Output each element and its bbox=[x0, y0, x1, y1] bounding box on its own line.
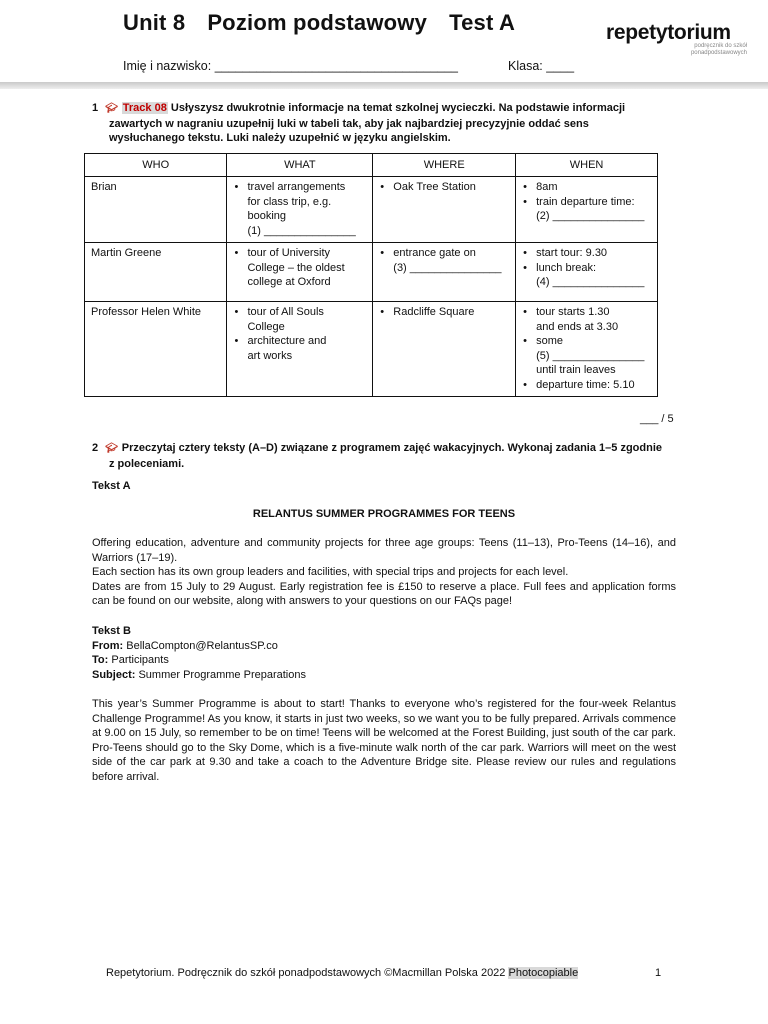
table-row bbox=[85, 302, 658, 397]
task-1-number: 1 bbox=[92, 102, 99, 114]
class-field: Klasa: ____ bbox=[508, 59, 575, 73]
col-who: WHO bbox=[85, 154, 227, 177]
gap-4[interactable]: (4) _______________ bbox=[536, 276, 645, 289]
task-1-line-1: Usłyszysz dwukrotnie informacje na temat szkolnej wycieczki. Na podstawie informacji bbox=[170, 102, 626, 114]
list-item: college at Oxford bbox=[247, 276, 331, 289]
cell-where bbox=[373, 177, 516, 243]
gap-1[interactable]: (1) _______________ bbox=[247, 224, 356, 237]
text-a-label: Tekst A bbox=[92, 480, 131, 492]
cell-where bbox=[373, 302, 516, 397]
track-number: 08 bbox=[154, 102, 167, 114]
task-1-score: ___ / 5 bbox=[640, 413, 674, 425]
to-value: Participants bbox=[111, 654, 169, 667]
list-item: College – the oldest bbox=[247, 261, 345, 274]
brand-logo: repetytorium bbox=[606, 21, 731, 44]
text-a-paragraph-2: Each section has its own group leaders and facilities, with special trips and projects for each level. bbox=[92, 566, 569, 579]
name-field: Imię i nazwisko: ___________________________________ bbox=[123, 59, 459, 73]
list-item: • entrance gate on bbox=[379, 246, 509, 261]
track-word: Track bbox=[122, 102, 152, 114]
from-value: BellaCompton@RelantusSP.co bbox=[126, 639, 278, 652]
list-item: • departure time: 5.10 bbox=[522, 378, 651, 393]
table-row bbox=[85, 243, 658, 302]
list-item: • start tour: 9.30 bbox=[522, 246, 651, 261]
cell-when bbox=[516, 177, 658, 243]
listening-table bbox=[84, 153, 658, 397]
task-1-line-3: wysłuchanego tekstu. Luki należy uzupełnić w języku angielskim. bbox=[109, 132, 451, 144]
list-item: • lunch break: bbox=[522, 261, 651, 276]
text-b-label: Tekst B bbox=[92, 625, 131, 637]
text-a-body bbox=[92, 536, 676, 609]
col-where: WHERE bbox=[373, 154, 516, 177]
list-item: until train leaves bbox=[536, 364, 616, 377]
cell-what bbox=[227, 243, 373, 302]
brand-sub-line-2: ponadpodstawowych bbox=[690, 50, 747, 56]
email-to bbox=[92, 653, 676, 668]
list-item: • 8am bbox=[522, 180, 651, 195]
brand-sub-line-1: podręcznik do szkół bbox=[694, 43, 747, 49]
photocopiable-badge: Photocopiable bbox=[508, 967, 579, 979]
col-when: WHEN bbox=[516, 154, 658, 177]
cell-where bbox=[373, 243, 516, 302]
to-label: To: bbox=[92, 654, 109, 667]
list-item: • Oak Tree Station bbox=[379, 180, 509, 195]
page-title bbox=[123, 10, 537, 36]
list-item: College bbox=[247, 320, 285, 333]
cell-who: Martin Greene bbox=[85, 243, 227, 302]
email-from bbox=[92, 639, 676, 654]
gap-2[interactable]: (2) _______________ bbox=[536, 210, 645, 223]
table-row bbox=[85, 177, 658, 243]
list-item: art works bbox=[247, 349, 293, 362]
text-a-paragraph-1: Offering education, adventure and community projects for three age groups: Teens (11–13), Pro-Teens (14–16), and Warriors (17–19). bbox=[92, 537, 676, 564]
cell-who: Brian bbox=[85, 177, 227, 243]
gap-3[interactable]: (3) _______________ bbox=[393, 261, 502, 274]
list-item: • architecture and bbox=[233, 334, 366, 349]
page-footer bbox=[106, 967, 578, 979]
list-item: and ends at 3.30 bbox=[536, 320, 619, 333]
cell-what bbox=[227, 302, 373, 397]
unit-label: Unit 8 bbox=[123, 10, 186, 35]
task-1-line-2: zawartych w nagraniu uzupełnij luki w tabeli tak, aby jak najbardziej precyzyjnie oddać sens bbox=[109, 117, 589, 130]
list-item: • train departure time: bbox=[522, 195, 651, 210]
cell-when bbox=[516, 243, 658, 302]
cell-who: Professor Helen White bbox=[85, 302, 227, 397]
list-item: • some bbox=[522, 334, 651, 349]
cell-when bbox=[516, 302, 658, 397]
graduation-cap-icon: 🎓︎ bbox=[105, 103, 118, 114]
task-2-instruction bbox=[92, 441, 676, 471]
subject-label: Subject: bbox=[92, 668, 136, 681]
list-item: • tour of University bbox=[233, 246, 366, 261]
from-label: From: bbox=[92, 639, 124, 652]
graduation-cap-icon: 🎓︎ bbox=[105, 443, 118, 454]
subject-value: Summer Programme Preparations bbox=[138, 668, 306, 681]
page-number: 1 bbox=[655, 967, 662, 979]
footer-text: Repetytorium. Podręcznik do szkół ponadpodstawowych ©Macmillan Polska 2022 bbox=[106, 967, 509, 979]
text-a-paragraph-3: Dates are from 15 July to 29 August. Early registration fee is £150 to reserve a place. Full fees and application forms can be found on our website, along with answers to your questions on our FAQs page! bbox=[92, 580, 676, 608]
task-2-line-2: z poleceniami. bbox=[109, 457, 185, 470]
list-item: booking bbox=[247, 210, 287, 223]
track-label bbox=[122, 102, 168, 114]
level-label: Poziom podstawowy bbox=[207, 10, 428, 35]
brand-subtitle bbox=[672, 43, 747, 57]
table-header-row bbox=[85, 154, 658, 177]
text-a-title: RELANTUS SUMMER PROGRAMMES FOR TEENS bbox=[252, 508, 516, 520]
col-what: WHAT bbox=[227, 154, 373, 177]
list-item: • travel arrangements bbox=[233, 180, 366, 195]
test-label: Test A bbox=[449, 10, 516, 35]
cell-what bbox=[227, 177, 373, 243]
list-item: for class trip, e.g. bbox=[247, 195, 332, 208]
list-item: • Radcliffe Square bbox=[379, 305, 509, 320]
gap-5[interactable]: (5) _______________ bbox=[536, 349, 645, 362]
task-1-instruction bbox=[92, 101, 676, 146]
list-item: • tour of All Souls bbox=[233, 305, 366, 320]
list-item: • tour starts 1.30 bbox=[522, 305, 651, 320]
text-b-body: This year’s Summer Programme is about to start! Thanks to everyone who’s registered for the four-week Relantus Challenge Programme! As you know, it starts in just two weeks, so we want you to be fully prepared. Arrivals commence at 9.00 on 15 July, so remember to be on time! Teens will be welcomed at the Forest Building, just south of the car park. Pro-Teens should go to the Sky Dome, which is a five-minute walk north of the car park. Warriors will meet on the west side of the car park at 9.30 and take a coach to the Adventure Bridge site. Please review our rules and regulations before arrival. bbox=[92, 698, 676, 783]
task-2-number: 2 bbox=[92, 442, 99, 454]
task-2-line-1: Przeczytaj cztery teksty (A–D) związane z programem zajęć wakacyjnych. Wykonaj zadania 1–5 zgodnie bbox=[121, 442, 662, 454]
email-subject bbox=[92, 668, 676, 683]
header-divider bbox=[0, 82, 768, 89]
text-b-header bbox=[92, 624, 676, 682]
